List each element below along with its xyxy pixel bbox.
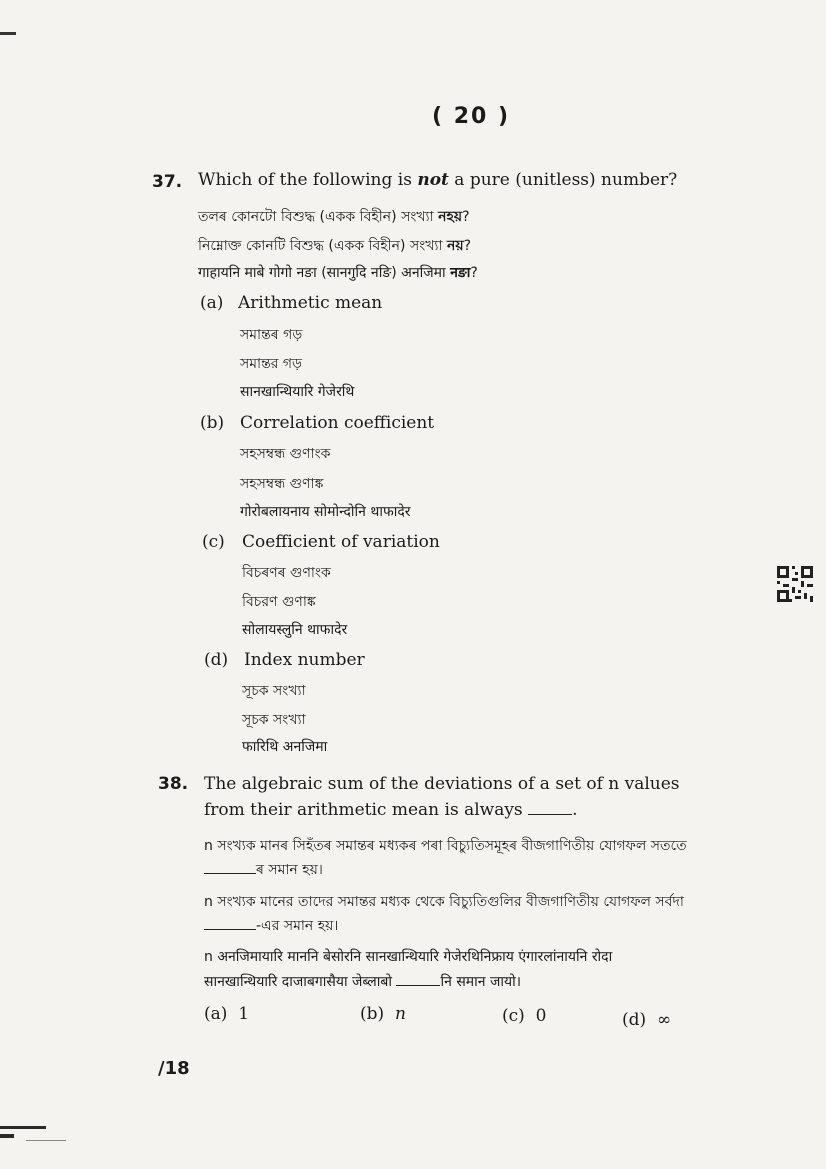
option-a-label: (a): [200, 293, 224, 313]
question-38-bengali-line1: n সংখ্যক মানের তাদের সমান্তর মধ্যক থেকে বিচ্যুতিগুলির বীজগাণিতীয় যোগফল সর্বদা: [204, 894, 684, 910]
scan-mark: [0, 1126, 46, 1129]
option-c-english: Coefficient of variation: [242, 532, 440, 552]
question-37-english: Which of the following is not a pure (unitless) number?: [198, 170, 678, 190]
option-a-assamese: সমান্তৰ গড়: [240, 327, 303, 343]
q38-option-a: (a) 1: [204, 1004, 250, 1024]
option-a-bengali: সমান্তর গড়: [240, 356, 303, 372]
option-c-bengali: বিচরণ গুণাঙ্ক: [242, 594, 316, 610]
option-c-assamese: বিচৰণৰ গুণাংক: [242, 565, 331, 581]
option-b-bodo: गोरोबलायनाय सोमोन्दोनि थाफादेर: [240, 504, 411, 520]
question-38-english-line1: The algebraic sum of the deviations of a set of n values: [204, 774, 680, 794]
question-38-number: 38.: [158, 774, 189, 794]
option-d-bodo: फारिथि अनजिमा: [242, 739, 328, 755]
option-d-label: (d): [204, 650, 229, 670]
page-number: ( 20 ): [432, 104, 511, 129]
page-footer-code: /18: [158, 1058, 190, 1079]
scan-mark: [26, 1140, 66, 1141]
option-d-english: Index number: [244, 650, 365, 670]
option-b-label: (b): [200, 413, 225, 433]
question-38-bodo-line2: सानखान्थियारि दाजाबगासैया जेब्लाबो नि समान जायो।: [204, 974, 522, 990]
question-38-bengali-line2: -এর সমান হয়।: [204, 914, 338, 938]
option-d-assamese: সূচক সংখ্যা: [242, 683, 306, 699]
option-a-english: Arithmetic mean: [238, 293, 383, 313]
question-38-english-line2: from their arithmetic mean is always .: [204, 800, 578, 820]
option-a-bodo: सानखान्थियारि गेजेरथि: [240, 384, 355, 400]
qr-code-icon: [777, 566, 813, 602]
scan-mark: [0, 32, 16, 35]
option-c-label: (c): [202, 532, 225, 552]
scan-mark: [0, 1134, 14, 1138]
option-c-bodo: सोलायस्लुनि थाफादेर: [242, 622, 348, 638]
option-b-english: Correlation coefficient: [240, 413, 435, 433]
q38-option-b: (b) n: [360, 1004, 406, 1024]
question-38-assamese-line1: n সংখ্যক মানৰ সিহঁতৰ সমান্তৰ মধ্যকৰ পৰা বিচ্যুতিসমূহৰ বীজগাণিতীয় যোগফল সততে: [204, 838, 687, 854]
question-37-bengali: নিম্নোক্ত কোনটি বিশুদ্ধ (একক বিহীন) সংখ্যা নয়?: [198, 238, 472, 254]
question-37-assamese: তলৰ কোনটো বিশুদ্ধ (একক বিহীন) সংখ্যা নহয়?: [198, 209, 470, 225]
question-38-bodo-line1: n अनजिमायारि माननि बेसोरनि सानखान्थियारि गेजेरथिनिफ्राय एंगारलांनायनि रोदा: [204, 949, 613, 965]
q38-option-d: (d) ∞: [622, 1010, 672, 1030]
question-37-bodo: गाहायनि माबे गोगो नङा (सानगुदि नङि) अनजिमा नङा?: [198, 265, 478, 281]
question-38-assamese-line2: ৰ সমান হয়।: [204, 858, 323, 882]
option-b-assamese: সহসম্বন্ধ গুণাংক: [240, 446, 331, 462]
q38-option-c: (c) 0: [502, 1006, 547, 1026]
option-b-bengali: সহসম্বন্ধ গুণাঙ্ক: [240, 476, 324, 492]
question-37-number: 37.: [152, 172, 183, 192]
option-d-bengali: সূচক সংখ্যা: [242, 712, 306, 728]
